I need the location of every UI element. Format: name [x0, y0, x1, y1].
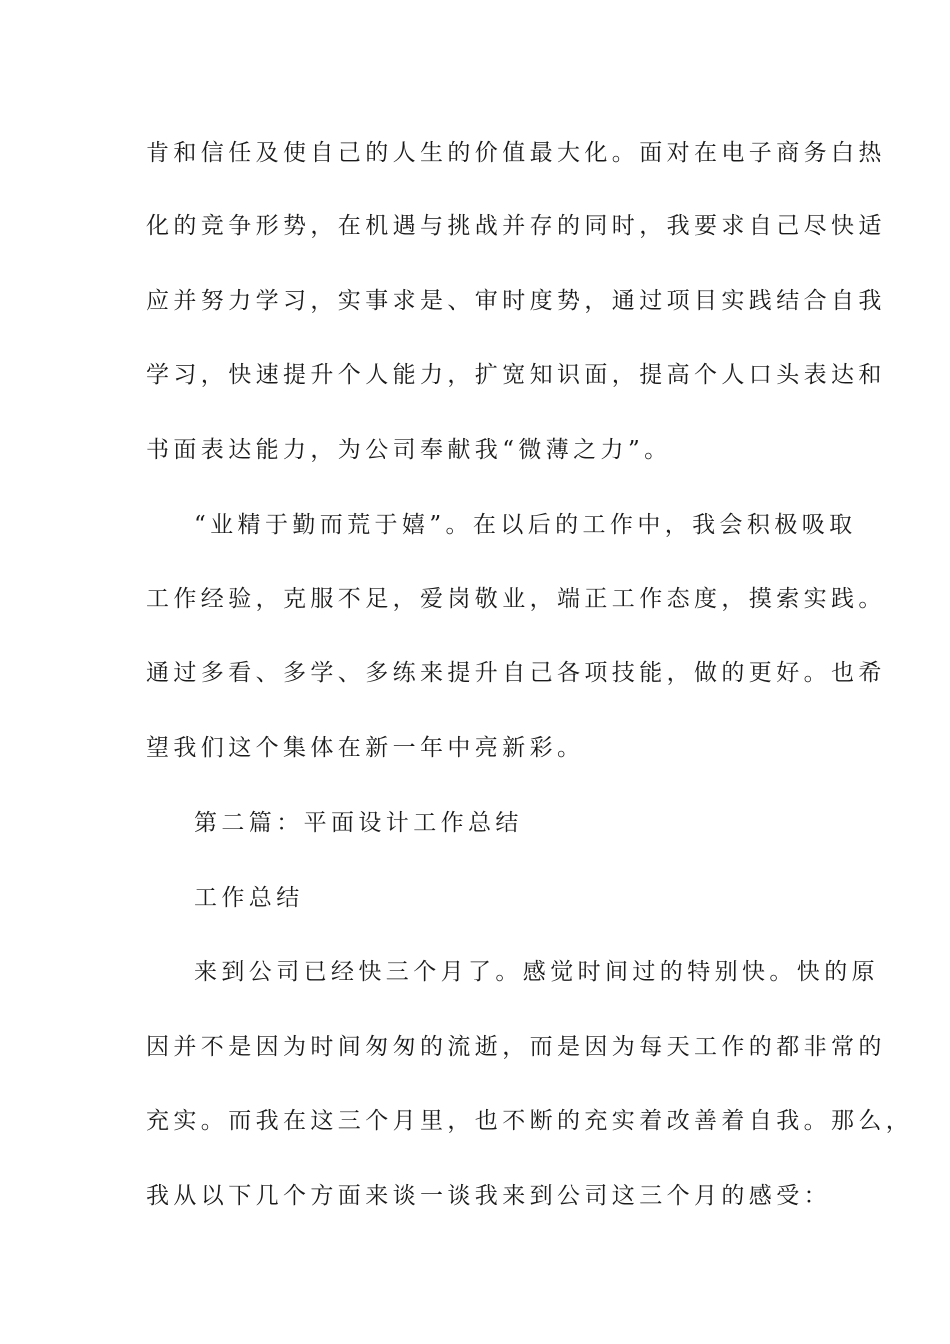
paragraph-line: 充实。而我在这三个月里，也不断的充实着改善着自我。那么， [146, 1108, 914, 1134]
paragraph-line: 肯和信任及使自己的人生的价值最大化。面对在电子商务白热 [146, 140, 886, 166]
paragraph-line: 通过多看、多学、多练来提升自己各项技能，做的更好。也希 [146, 660, 886, 686]
paragraph-line: “业精于勤而荒于嬉”。在以后的工作中，我会积极吸取 [194, 512, 857, 538]
paragraph-line: 书面表达能力，为公司奉献我“微薄之力”。 [146, 437, 672, 463]
subsection-heading: 工作总结 [194, 885, 304, 911]
paragraph-line: 工作经验，克服不足，爱岗敬业，端正工作态度，摸索实践。 [146, 586, 886, 612]
paragraph-line: 我从以下几个方面来谈一谈我来到公司这三个月的感受： [146, 1183, 831, 1209]
paragraph-line: 因并不是因为时间匆匆的流逝，而是因为每天工作的都非常的 [146, 1034, 886, 1060]
paragraph-line: 来到公司已经快三个月了。感觉时间过的特别快。快的原 [194, 959, 879, 985]
paragraph-line: 应并努力学习，实事求是、审时度势，通过项目实践结合自我 [146, 288, 886, 314]
section-heading: 第二篇：平面设计工作总结 [194, 810, 523, 836]
paragraph-line: 化的竞争形势，在机遇与挑战并存的同时，我要求自己尽快适 [146, 213, 886, 239]
paragraph-line: 学习，快速提升个人能力，扩宽知识面，提高个人口头表达和 [146, 362, 886, 388]
paragraph-line: 望我们这个集体在新一年中亮新彩。 [146, 735, 585, 761]
